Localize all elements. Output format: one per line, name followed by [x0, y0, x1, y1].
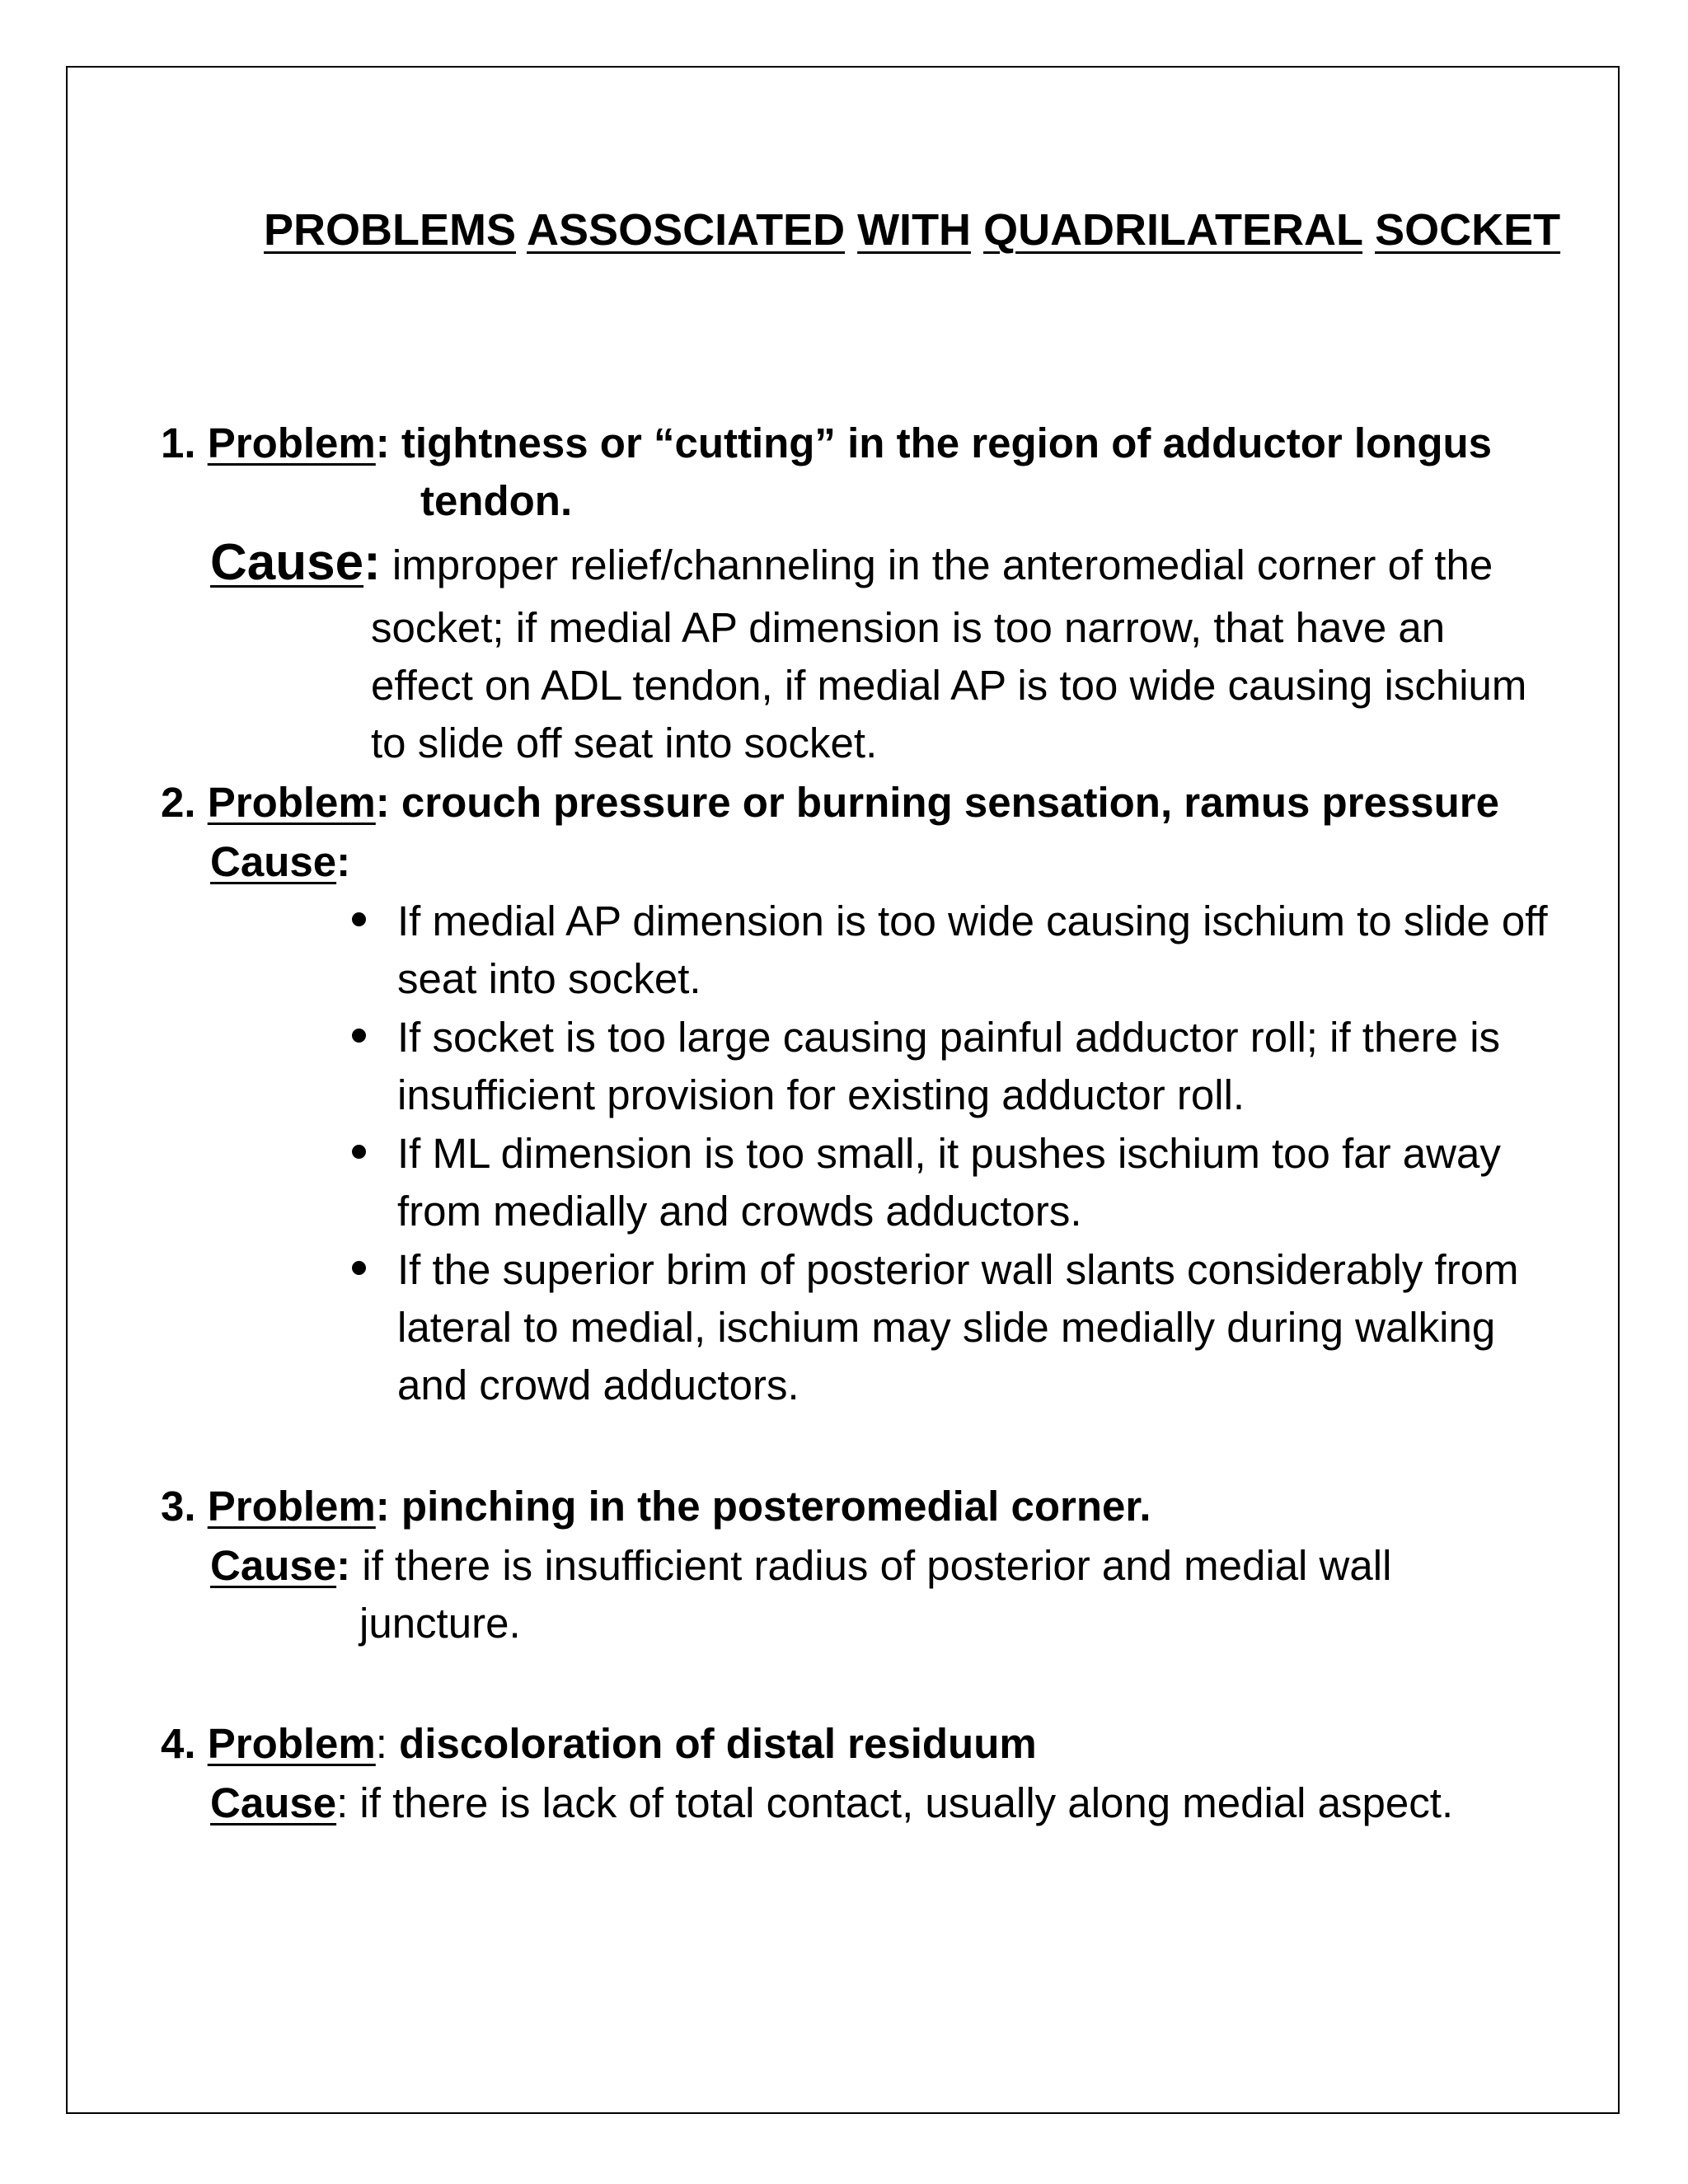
problem-label: Problem — [207, 1720, 376, 1767]
cause-text: effect on ADL tendon, if medial AP is too wide causing ischium — [371, 662, 1527, 709]
cause-separator: : — [336, 1779, 349, 1826]
cause-separator: : — [336, 1542, 351, 1589]
bullet-text: lateral to medial, ischium may slide medially during walking — [397, 1304, 1496, 1351]
bullet-text: If socket is too large causing painful adductor roll; if there is — [397, 1014, 1501, 1061]
problem-text: crouch pressure or burning sensation, ramus pressure — [389, 779, 1499, 826]
bullet-icon — [352, 1029, 366, 1043]
problem-text: discoloration of distal residuum — [387, 1720, 1037, 1767]
title-word: WITH — [857, 205, 972, 255]
item-4-cause — [210, 1779, 1454, 1826]
bullet-text: If the superior brim of posterior wall slants considerably from — [397, 1246, 1519, 1293]
cause-text: if there is lack of total contact, usually along medial aspect. — [348, 1779, 1454, 1826]
cause-label: Cause — [210, 1542, 337, 1589]
title-word: PROBLEMS — [264, 205, 517, 255]
item-2-problem — [161, 779, 1499, 826]
cause-label: Cause — [210, 838, 337, 885]
bullet-text: If ML dimension is too small, it pushes ischium too far away — [397, 1130, 1501, 1177]
title-word: QUADRILATERAL — [983, 205, 1363, 255]
item-1-problem-cont: tendon. — [420, 477, 573, 524]
bullet-text: If medial AP dimension is too wide causing ischium to slide off — [397, 898, 1548, 944]
item-2-cause — [210, 838, 351, 885]
cause-text: if there is insufficient radius of posterior and medial wall — [350, 1542, 1392, 1589]
problem-label: Problem — [207, 779, 376, 826]
cause-label: Cause — [210, 534, 364, 591]
problem-label: Problem — [207, 1483, 376, 1530]
bullet-icon — [352, 1145, 366, 1159]
item-1-cause — [210, 534, 1493, 591]
cause-separator: : — [336, 838, 351, 885]
problem-separator: : — [375, 1720, 387, 1767]
item-number: 4. — [161, 1720, 196, 1767]
bullet-text: from medially and crowds adductors. — [397, 1188, 1082, 1235]
problem-separator: : — [375, 419, 390, 466]
bullet-icon — [352, 912, 366, 926]
item-3-problem — [161, 1483, 1151, 1530]
cause-text: socket; if medial AP dimension is too narrow, that have an — [371, 604, 1446, 651]
item-3-cause — [210, 1542, 1392, 1589]
bullet-text: seat into socket. — [397, 955, 701, 1002]
cause-text: improper relief/channeling in the anteromedial corner of the — [380, 541, 1493, 588]
cause-text: juncture. — [359, 1600, 521, 1647]
title-word: SOCKET — [1375, 205, 1561, 255]
cause-separator: : — [363, 534, 381, 591]
item-4-problem — [161, 1722, 1037, 1765]
bullet-text: and crowd adductors. — [397, 1361, 799, 1408]
title-word: ASSOSCIATED — [527, 205, 846, 255]
page-title — [264, 204, 1560, 255]
item-number: 3. — [161, 1483, 196, 1530]
problem-text: pinching in the posteromedial corner. — [389, 1483, 1151, 1530]
item-number: 1. — [161, 419, 196, 466]
item-number: 2. — [161, 779, 196, 826]
problem-separator: : — [375, 1483, 390, 1530]
problem-label: Problem — [207, 419, 376, 466]
bullet-text: insufficient provision for existing adductor roll. — [397, 1071, 1245, 1118]
problem-text: tightness or “cutting” in the region of adductor longus — [389, 419, 1493, 466]
bullet-icon — [352, 1261, 366, 1275]
cause-label: Cause — [210, 1779, 337, 1826]
problem-separator: : — [375, 779, 390, 826]
cause-text: to slide off seat into socket. — [371, 719, 878, 766]
item-1-problem — [161, 419, 1493, 466]
